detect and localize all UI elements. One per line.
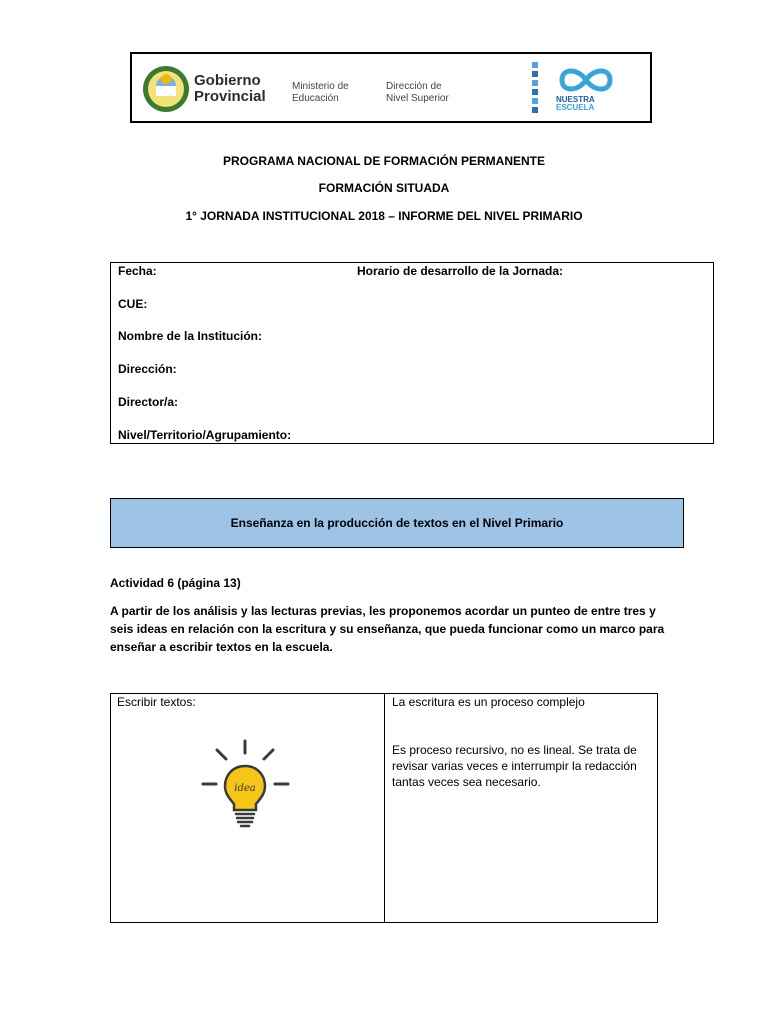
topic-heading-box: Enseñanza en la producción de textos en el Nivel Primario [110, 498, 684, 548]
activity-instructions: A partir de los análisis y las lecturas previas, les proponemos acordar un punteo de entre tres y seis ideas en relación con la escritura y su enseñanza, que pueda funcionar como un marco para enseñar a escribir textos en la escuela. [110, 604, 665, 654]
activity-title: Actividad 6 (página 13) [110, 576, 241, 590]
right-cell-body: Es proceso recursivo, no es lineal. Se trata de revisar varias veces e interrumpir la redacción tantas veces sea necesario. [392, 743, 637, 789]
nuestra-escuela-text: NUESTRA ESCUELA [556, 95, 595, 112]
decorative-stripes [532, 62, 538, 116]
direccion-label: Dirección: [118, 362, 177, 376]
ministerio-text: Ministerio de Educación [292, 81, 349, 104]
svg-text:idea: idea [234, 783, 256, 794]
program-title: PROGRAMA NACIONAL DE FORMACIÓN PERMANENTE [222, 154, 545, 168]
direccion-nivel-superior-text: Dirección de Nivel Superior [386, 81, 449, 104]
header-logo-banner [130, 52, 652, 123]
fecha-label: Fecha: [118, 264, 157, 278]
horario-label: Horario de desarrollo de la Jornada: [357, 264, 564, 278]
report-title: 1° JORNADA INSTITUCIONAL 2018 – INFORME DEL NIVEL PRIMARIO [185, 209, 583, 223]
province-seal-icon [142, 64, 190, 114]
left-cell-heading: Escribir textos: [117, 695, 196, 709]
table-column-divider [384, 694, 385, 922]
director-label: Director/a: [118, 395, 179, 409]
infinity-icon [550, 64, 622, 96]
cue-label: CUE: [118, 297, 148, 311]
nombre-institucion-label: Nombre de la Institución: [118, 329, 263, 343]
formation-title: FORMACIÓN SITUADA [318, 181, 450, 195]
right-cell-heading: La escritura es un proceso complejo [392, 695, 585, 709]
nivel-territorio-label: Nivel/Territorio/Agrupamiento: [118, 428, 292, 442]
lightbulb-idea-icon [199, 736, 295, 832]
institution-info-form [110, 262, 714, 444]
gobierno-provincial-text: Gobierno Provincial [194, 72, 266, 105]
ideas-table [110, 693, 658, 923]
